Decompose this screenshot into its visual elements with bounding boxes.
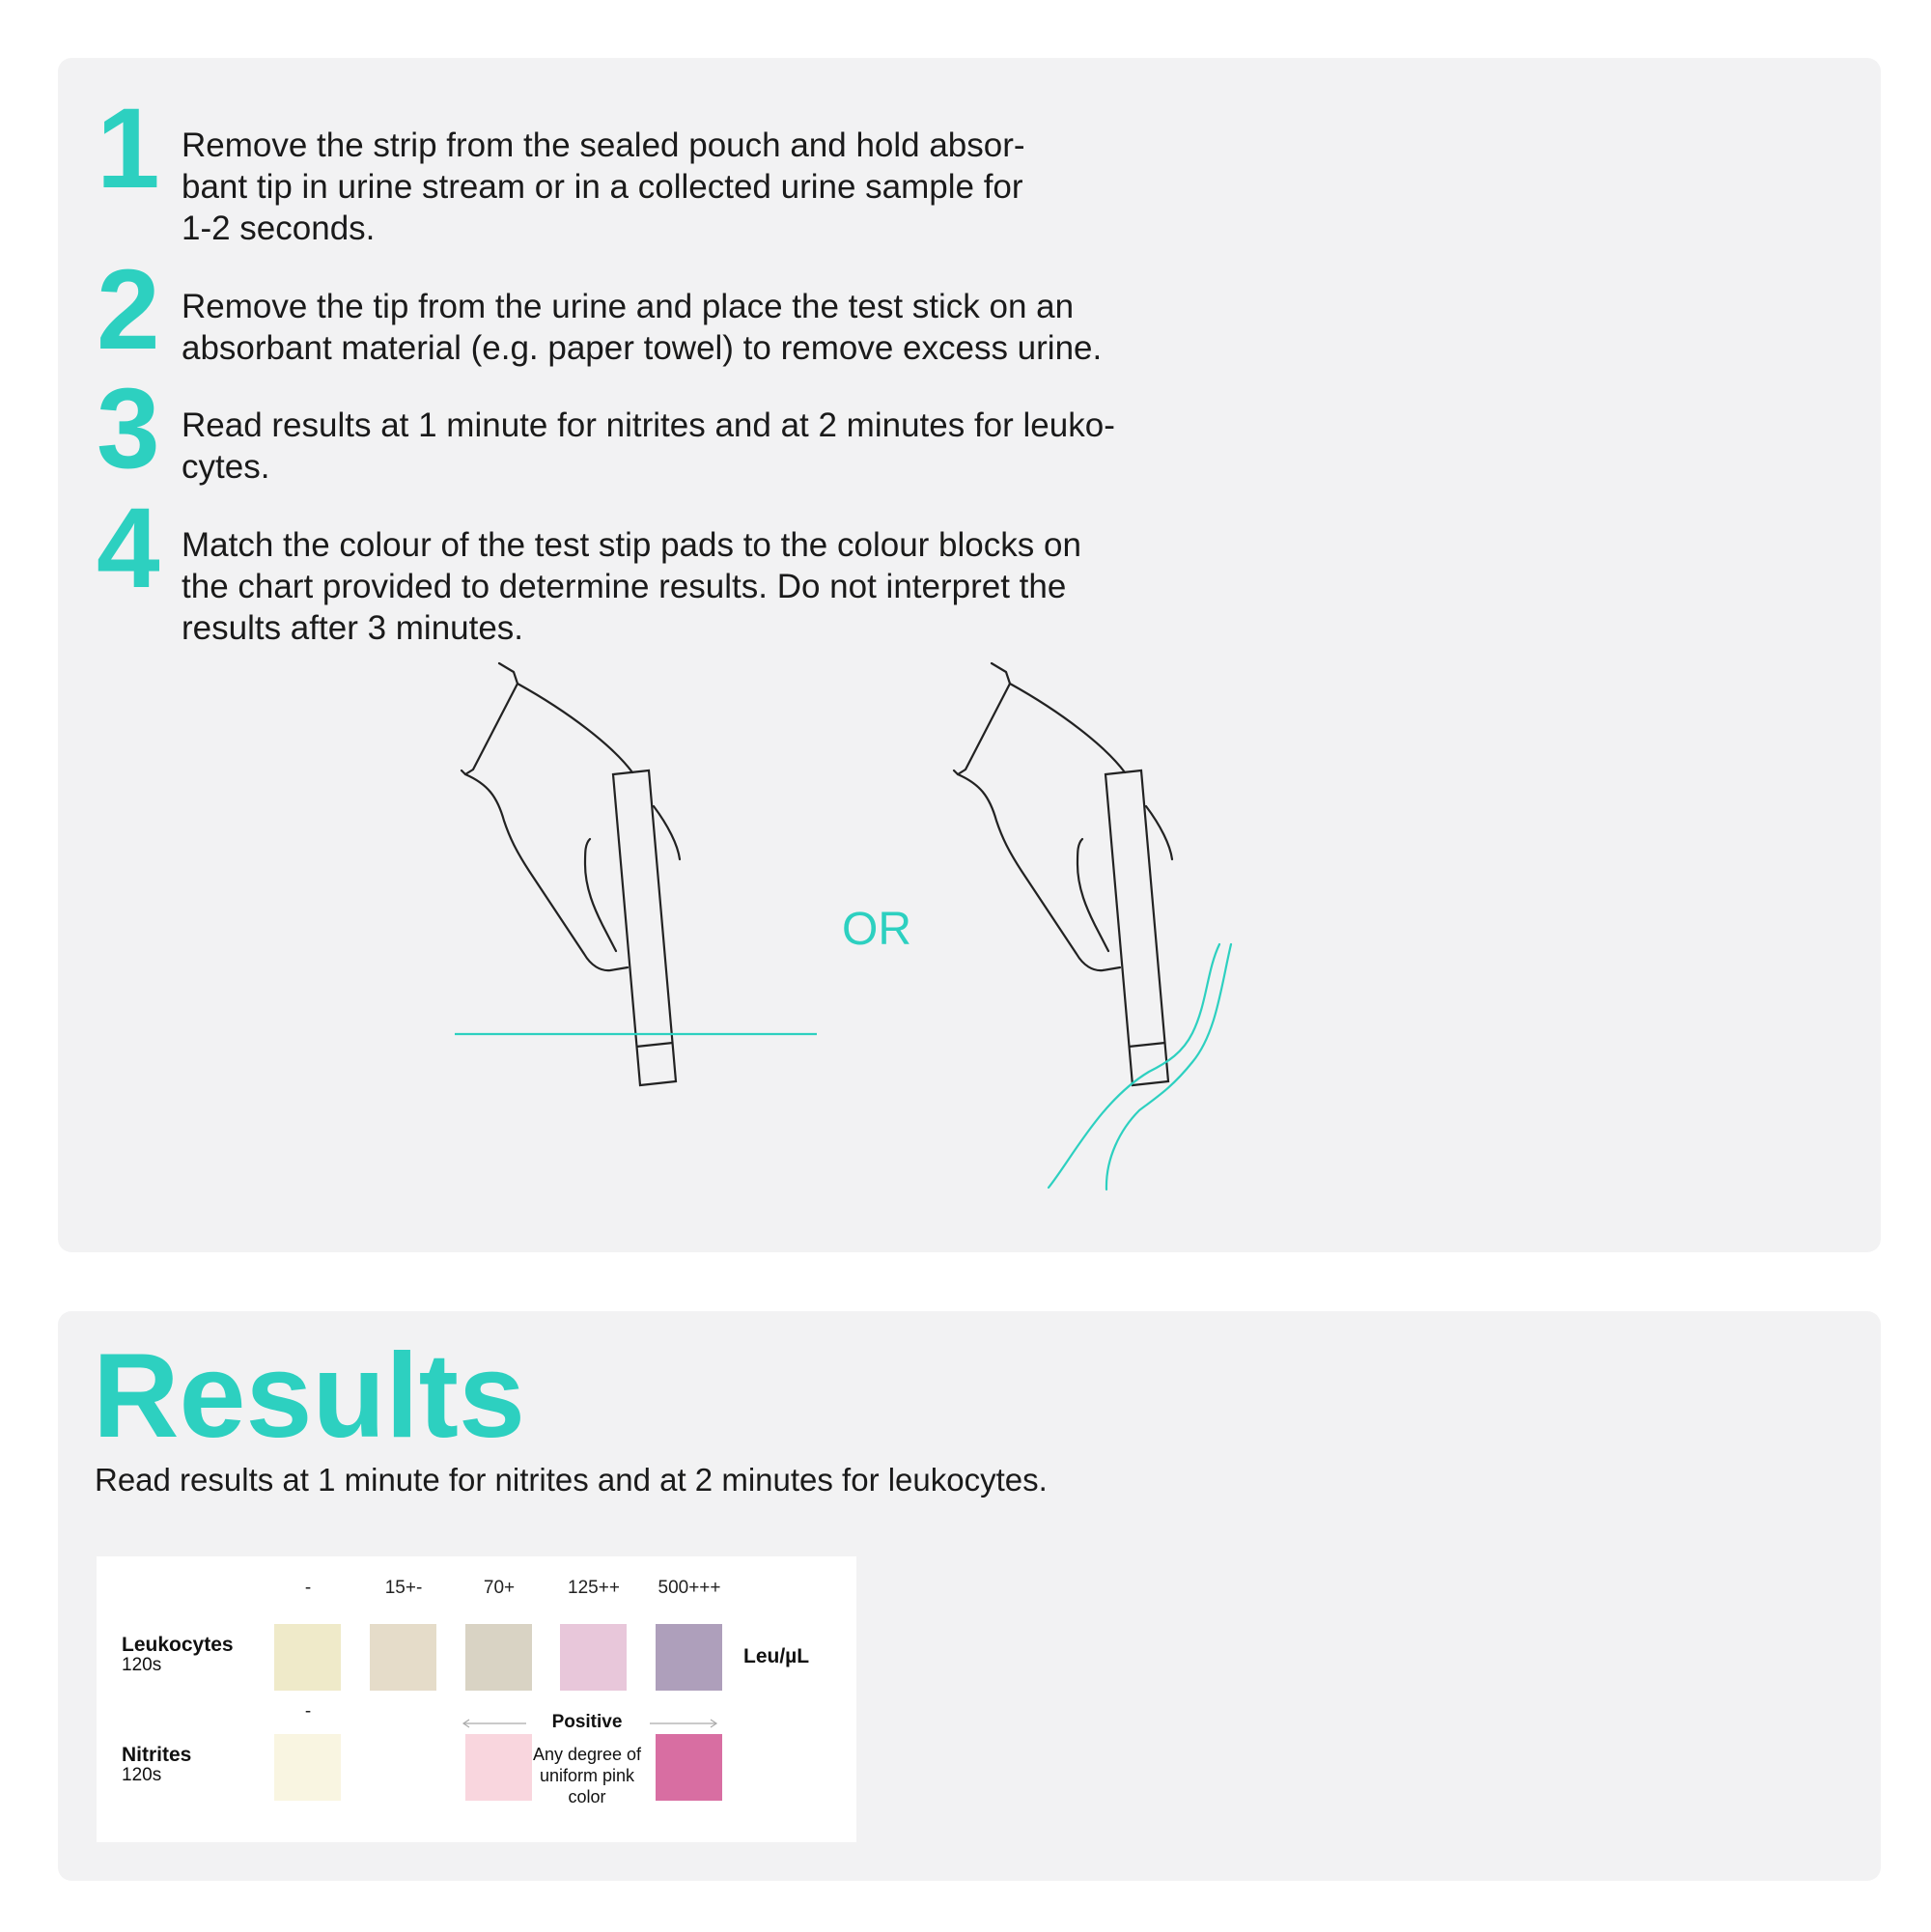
positive-note-line: color [568, 1787, 606, 1806]
positive-range-arrows [97, 1556, 856, 1842]
step-line: 1-2 seconds. [182, 210, 376, 247]
step-line: results after 3 minutes. [182, 609, 524, 647]
or-label: OR [842, 904, 911, 955]
step-number: 1 [97, 85, 160, 212]
positive-note-line: uniform pink [539, 1766, 635, 1785]
level-header: - [304, 1578, 312, 1598]
step-line: absorbant material (e.g. paper towel) to remove excess urine. [182, 329, 1103, 367]
step-line: cytes. [182, 448, 270, 486]
step-number: 2 [97, 246, 160, 374]
hand-holding-strip-left [462, 663, 680, 970]
nitrites-time: 120s [122, 1765, 162, 1785]
level-header: 15+- [384, 1578, 423, 1598]
positive-note-line: Any degree of [532, 1745, 642, 1764]
step-line: Remove the strip from the sealed pouch and hold absor- [182, 126, 1025, 164]
positive-label: Positive [551, 1712, 623, 1732]
step-line: Match the colour of the test stip pads to the colour blocks on [182, 526, 1081, 564]
nitrites-label: Nitrites [122, 1744, 192, 1766]
results-panel [58, 1311, 1881, 1881]
step-line: the chart provided to determine results. Do not interpret the [182, 568, 1067, 605]
step-line: Remove the tip from the urine and place the test stick on an [182, 288, 1075, 325]
urine-stream [1049, 944, 1231, 1190]
step-number: 4 [97, 485, 160, 612]
leukocyte-unit: Leu/µL [743, 1645, 810, 1667]
results-title: Results [93, 1330, 525, 1463]
test-strip-right [1105, 770, 1168, 1085]
leukocytes-time: 120s [122, 1655, 162, 1675]
hand-holding-strip-right [954, 663, 1172, 970]
nitrite-negative-header: - [304, 1701, 312, 1722]
step-line: bant tip in urine stream or in a collected urine sample for [182, 168, 1023, 206]
color-chart [97, 1556, 856, 1842]
step-line: Read results at 1 minute for nitrites and at 2 minutes for leuko- [182, 406, 1115, 444]
level-header: 70+ [483, 1578, 516, 1598]
leukocytes-label: Leukocytes [122, 1634, 234, 1656]
test-strip-illustration [58, 58, 1881, 1252]
test-strip-left [613, 770, 676, 1085]
instructions-panel [58, 58, 1881, 1252]
level-header: 125++ [568, 1578, 620, 1598]
results-subtitle: Read results at 1 minute for nitrites and at 2 minutes for leukocytes. [95, 1462, 1048, 1498]
positive-note [521, 1744, 653, 1807]
level-header: 500+++ [658, 1578, 721, 1598]
step-number: 3 [97, 365, 160, 492]
